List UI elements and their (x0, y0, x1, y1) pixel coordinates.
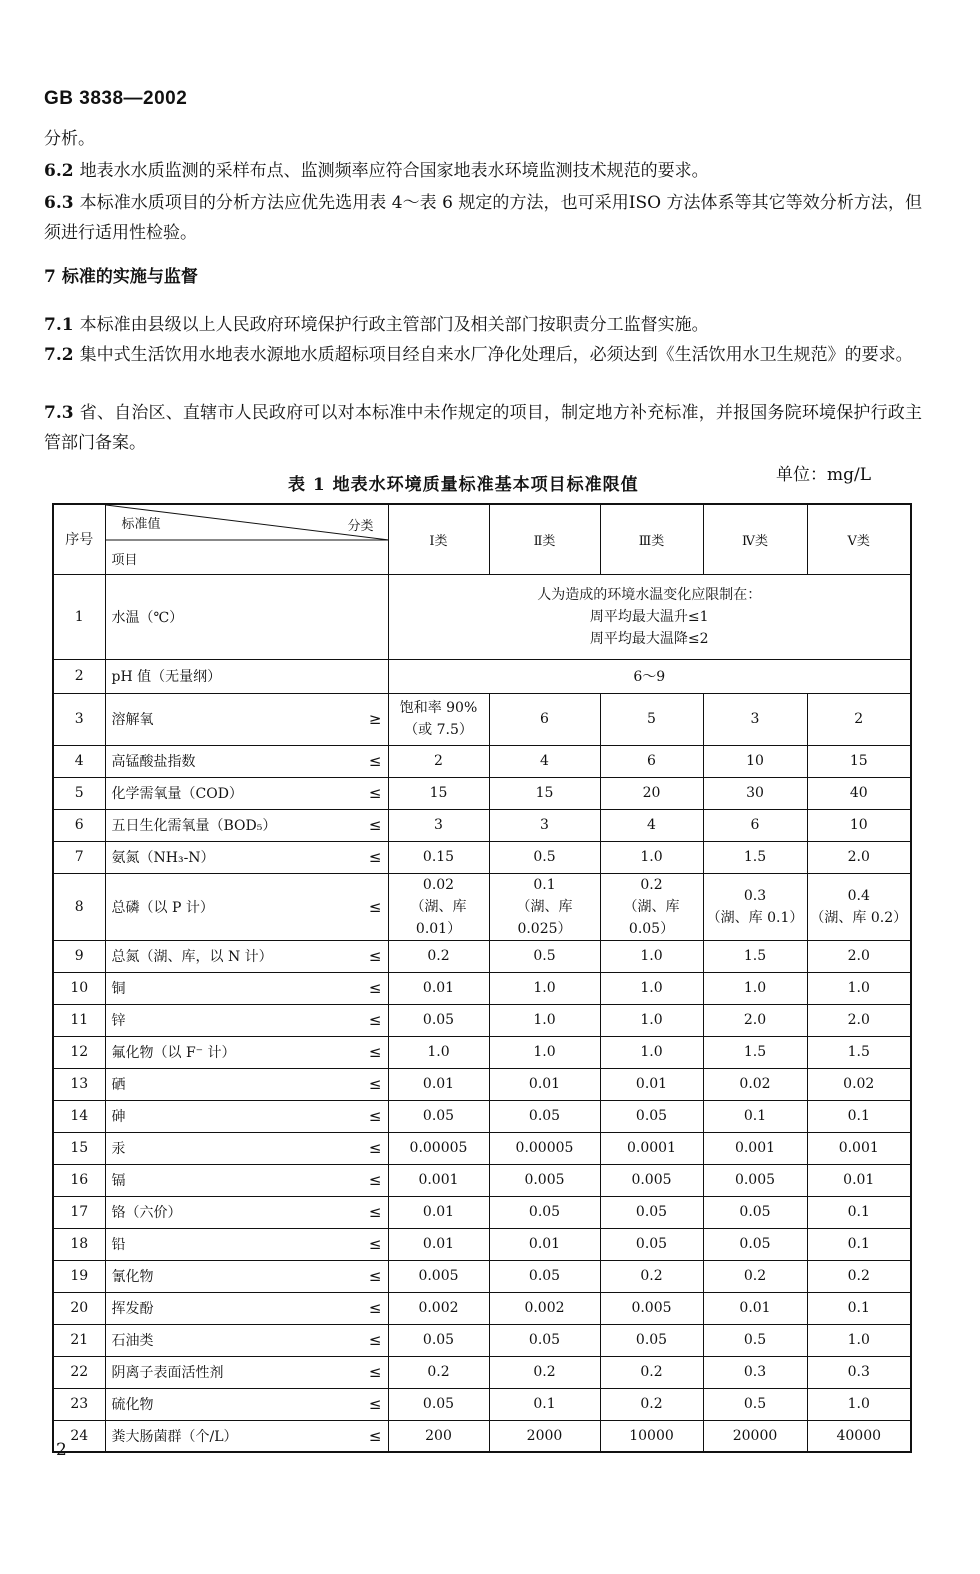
comparison-symbol: ≤ (368, 1043, 382, 1061)
row-seq: 21 (53, 1324, 105, 1356)
table-row (53, 809, 911, 841)
class-1-value: 0.01 (388, 1196, 489, 1228)
comparison-symbol: ≤ (368, 897, 382, 916)
table-row (53, 1324, 911, 1356)
river-value: 0.3 (743, 887, 767, 904)
class-5-value: 0.3 (807, 1356, 911, 1388)
class-4-value: 1.5 (703, 841, 807, 873)
class-4-value: 1.5 (703, 1036, 807, 1068)
class-1-value: 200 (388, 1420, 489, 1452)
paragraph-7-1 (44, 310, 922, 340)
lake-value: （湖、库 0.2） (810, 909, 908, 926)
comparison-symbol: ≥ (368, 710, 382, 728)
class-3-value (600, 873, 703, 940)
row-item: 铜 (111, 981, 126, 997)
comparison-symbol: ≤ (368, 816, 382, 834)
clause-number: 7.3 (44, 403, 74, 423)
class-4-value: 0.005 (703, 1164, 807, 1196)
row-item: 溶解氧 (111, 712, 154, 728)
class-1-value (388, 873, 489, 940)
comparison-symbol: ≤ (368, 1107, 382, 1125)
class-4-value: 10 (703, 745, 807, 777)
comparison-symbol: ≤ (368, 1139, 382, 1157)
class-5-value: 2.0 (807, 940, 911, 972)
class-2-value: 0.01 (489, 1068, 600, 1100)
class-2-value: 6 (489, 693, 600, 745)
lake-value: （湖、库 0.01） (410, 898, 467, 937)
class-5-value: 0.1 (807, 1196, 911, 1228)
class-5-value: 10 (807, 809, 911, 841)
header-class-4: Ⅳ类 (703, 504, 807, 574)
class-5-value: 0.001 (807, 1132, 911, 1164)
class-5-value: 15 (807, 745, 911, 777)
table-row (53, 1132, 911, 1164)
class-5-value: 1.0 (807, 1324, 911, 1356)
row-item-cell (105, 1036, 388, 1068)
class-3-value: 0.005 (600, 1292, 703, 1324)
class-3-value: 0.0001 (600, 1132, 703, 1164)
row-seq: 5 (53, 777, 105, 809)
table-row (53, 693, 911, 745)
class-5-value: 0.1 (807, 1100, 911, 1132)
row-item-cell (105, 1324, 388, 1356)
row-item: 总磷（以 P 计） (111, 899, 214, 916)
class-4-value: 0.2 (703, 1260, 807, 1292)
class-5-value: 0.01 (807, 1164, 911, 1196)
class-1-value: 0.01 (388, 1228, 489, 1260)
row-seq: 14 (53, 1100, 105, 1132)
row-seq: 15 (53, 1132, 105, 1164)
class-4-value: 0.5 (703, 1324, 807, 1356)
table-row (53, 1292, 911, 1324)
row-seq: 7 (53, 841, 105, 873)
row-seq: 3 (53, 693, 105, 745)
row-seq: 18 (53, 1228, 105, 1260)
row-item: 氰化物 (111, 1269, 154, 1285)
class-1-value: 0.2 (388, 1356, 489, 1388)
class-3-value: 20 (600, 777, 703, 809)
row-item-cell (105, 1068, 388, 1100)
class-4-value: 0.001 (703, 1132, 807, 1164)
class-1-value: 0.15 (388, 841, 489, 873)
table-row (53, 777, 911, 809)
row-seq: 24 (53, 1420, 105, 1452)
class-3-value: 1.0 (600, 972, 703, 1004)
comparison-symbol: ≤ (368, 752, 382, 770)
row-item: 铅 (111, 1237, 126, 1253)
row-item-cell (105, 940, 388, 972)
table-unit: 单位：mg/L (776, 465, 872, 485)
table-row (53, 1388, 911, 1420)
row-item-cell (105, 873, 388, 940)
header-class-1: Ⅰ类 (388, 504, 489, 574)
class-5-value: 2.0 (807, 841, 911, 873)
row-item-cell (105, 1004, 388, 1036)
row-item-cell (105, 1132, 388, 1164)
row-item: 汞 (111, 1141, 126, 1157)
limit-line: 周平均最大温降≤2 (589, 630, 709, 647)
row-item: 氨氮（NH₃-N） (111, 850, 215, 866)
class-3-value: 1.0 (600, 940, 703, 972)
row-item: 粪大肠菌群（个/L） (111, 1428, 238, 1445)
class-2-value: 0.1 (489, 1388, 600, 1420)
class-4-value: 3 (703, 693, 807, 745)
class-4-value: 30 (703, 777, 807, 809)
table-header-row (53, 504, 911, 574)
class-5-value: 0.1 (807, 1292, 911, 1324)
ph-range: 6～9 (388, 659, 911, 693)
row-item: 高锰酸盐指数 (111, 754, 196, 770)
river-value: 0.2 (640, 876, 663, 893)
class-1-value: 0.001 (388, 1164, 489, 1196)
table-row (53, 940, 911, 972)
row-item-cell (105, 777, 388, 809)
header-category: 分类 (347, 519, 374, 534)
class-5-value: 2 (807, 693, 911, 745)
limit-line: 人为造成的环境水温变化应限制在： (537, 586, 762, 603)
clause-number: 6.2 (44, 161, 74, 181)
header-diagonal-cell (105, 504, 388, 574)
row-seq: 8 (53, 873, 105, 940)
class-3-value: 1.0 (600, 1004, 703, 1036)
paragraph-6-3 (44, 188, 922, 248)
class-4-value: 0.1 (703, 1100, 807, 1132)
row-seq: 17 (53, 1196, 105, 1228)
lake-value: （湖、库 0.1） (706, 909, 804, 926)
paragraph-text: 本标准水质项目的分析方法应优先选用表 4～表 6 规定的方法，也可采用ISO 方法体系等其它等效分析方法，但须进行适用性检验。 (44, 193, 922, 243)
class-1-value: 3 (388, 809, 489, 841)
class-1-value: 0.00005 (388, 1132, 489, 1164)
class-2-value: 0.005 (489, 1164, 600, 1196)
table-row (53, 1228, 911, 1260)
paragraph-6-2 (44, 156, 922, 186)
paragraph-text: 省、自治区、直辖市人民政府可以对本标准中未作规定的项目，制定地方补充标准，并报国务院环境保护行政主管部门备案。 (44, 403, 922, 453)
row-item: 挥发酚 (111, 1301, 154, 1317)
row-item: 阴离子表面活性剂 (111, 1365, 224, 1381)
class-2-value: 15 (489, 777, 600, 809)
class-2-value: 0.2 (489, 1356, 600, 1388)
class-1-value: 0.05 (388, 1100, 489, 1132)
class-2-value: 0.05 (489, 1260, 600, 1292)
comparison-symbol: ≤ (368, 1235, 382, 1253)
table-row (53, 659, 911, 693)
class-5-value: 0.2 (807, 1260, 911, 1292)
row-item: 铬（六价） (111, 1205, 182, 1221)
class-1-value: 15 (388, 777, 489, 809)
class-4-value: 0.05 (703, 1196, 807, 1228)
header-item: 项目 (111, 553, 138, 568)
class-3-value: 10000 (600, 1420, 703, 1452)
row-seq: 2 (53, 659, 105, 693)
row-seq: 23 (53, 1388, 105, 1420)
class-2-value: 0.05 (489, 1196, 600, 1228)
class-3-value: 0.005 (600, 1164, 703, 1196)
row-item-cell (105, 1228, 388, 1260)
table-row (53, 1100, 911, 1132)
class-3-value: 0.05 (600, 1228, 703, 1260)
saturation-alt-line: （或 7.5） (404, 722, 473, 738)
row-seq: 1 (53, 574, 105, 659)
clause-number: 7.1 (44, 315, 74, 335)
table-row (53, 1196, 911, 1228)
table-caption: 表 1 地表水环境质量标准基本项目标准限值 (288, 475, 639, 495)
class-5-value: 2.0 (807, 1004, 911, 1036)
class-3-value: 0.05 (600, 1100, 703, 1132)
comparison-symbol: ≤ (368, 1363, 382, 1381)
row-seq: 4 (53, 745, 105, 777)
class-3-value: 0.2 (600, 1260, 703, 1292)
paragraph-text: 集中式生活饮用水地表水源地水质超标项目经自来水厂净化处理后，必须达到《生活饮用水卫生规范》的要求。 (79, 345, 913, 365)
table-row (53, 1004, 911, 1036)
header-class-5: Ⅴ类 (807, 504, 911, 574)
class-4-value: 1.0 (703, 972, 807, 1004)
section-7-heading (44, 262, 922, 292)
class-2-value: 0.00005 (489, 1132, 600, 1164)
lake-value: （湖、库 0.05） (623, 898, 680, 937)
table-row (53, 1260, 911, 1292)
row-seq: 22 (53, 1356, 105, 1388)
paragraph-text: 本标准由县级以上人民政府环境保护行政主管部门及相关部门按职责分工监督实施。 (79, 315, 709, 335)
class-1-value: 0.01 (388, 1068, 489, 1100)
row-item-cell (105, 972, 388, 1004)
class-3-value: 1.0 (600, 841, 703, 873)
class-1-value: 0.2 (388, 940, 489, 972)
row-item: pH 值（无量纲） (105, 659, 388, 693)
water-temp-limit (388, 574, 911, 659)
comparison-symbol: ≤ (368, 848, 382, 866)
row-item-cell (105, 745, 388, 777)
standard-code-header: GB 3838—2002 (44, 88, 188, 109)
row-item-cell (105, 1100, 388, 1132)
row-seq: 11 (53, 1004, 105, 1036)
page-number: 2 (56, 1440, 67, 1460)
table-row (53, 1356, 911, 1388)
water-quality-standard-table (52, 503, 912, 1453)
table-row (53, 1420, 911, 1452)
class-1-value: 0.005 (388, 1260, 489, 1292)
class-2-value: 4 (489, 745, 600, 777)
paragraph-7-3 (44, 398, 922, 458)
class-5-value: 1.0 (807, 972, 911, 1004)
row-item: 砷 (111, 1109, 126, 1125)
class-1-value: 1.0 (388, 1036, 489, 1068)
class-3-value: 0.05 (600, 1324, 703, 1356)
paragraph-continued (44, 124, 922, 154)
row-item: 石油类 (111, 1333, 154, 1349)
river-value: 0.02 (422, 876, 455, 893)
class-4-value: 20000 (703, 1420, 807, 1452)
header-class-2: Ⅱ类 (489, 504, 600, 574)
row-item-cell (105, 1260, 388, 1292)
row-item: 五日生化需氧量（BOD₅） (111, 818, 277, 834)
class-4-value: 0.3 (703, 1356, 807, 1388)
class-2-value: 1.0 (489, 972, 600, 1004)
class-3-value: 0.2 (600, 1388, 703, 1420)
limit-line: 周平均最大温升≤1 (589, 608, 709, 625)
row-item-cell (105, 693, 388, 745)
comparison-symbol: ≤ (368, 1331, 382, 1349)
row-item: 氟化物（以 F⁻ 计） (111, 1045, 236, 1061)
class-4-value (703, 873, 807, 940)
class-1-value: 0.05 (388, 1324, 489, 1356)
row-item: 镉 (111, 1173, 126, 1189)
class-2-value: 0.5 (489, 841, 600, 873)
row-item: 化学需氧量（COD） (111, 786, 243, 802)
clause-number: 6.3 (44, 193, 74, 213)
table-row (53, 873, 911, 940)
row-item-cell (105, 1164, 388, 1196)
row-item-cell (105, 809, 388, 841)
class-4-value: 1.5 (703, 940, 807, 972)
class-2-value (489, 873, 600, 940)
row-item-cell (105, 1356, 388, 1388)
row-seq: 6 (53, 809, 105, 841)
comparison-symbol: ≤ (368, 1267, 382, 1285)
header-class-3: Ⅲ类 (600, 504, 703, 574)
table-row (53, 574, 911, 659)
class-5-value (807, 873, 911, 940)
comparison-symbol: ≤ (368, 1395, 382, 1413)
class-3-value: 0.2 (600, 1356, 703, 1388)
table-row (53, 972, 911, 1004)
row-item: 锌 (111, 1013, 126, 1029)
class-1-value: 2 (388, 745, 489, 777)
row-item-cell (105, 1292, 388, 1324)
comparison-symbol: ≤ (368, 784, 382, 802)
header-seq: 序号 (53, 504, 105, 574)
row-item-cell (105, 841, 388, 873)
lake-value: （湖、库 0.025） (516, 898, 573, 937)
class-3-value: 1.0 (600, 1036, 703, 1068)
river-value: 0.1 (533, 876, 556, 893)
class-5-value: 40 (807, 777, 911, 809)
class-4-value: 6 (703, 809, 807, 841)
header-standard-value: 标准值 (121, 517, 161, 532)
class-4-value: 0.05 (703, 1228, 807, 1260)
row-seq: 13 (53, 1068, 105, 1100)
class-1-value: 0.01 (388, 972, 489, 1004)
row-seq: 10 (53, 972, 105, 1004)
class-2-value: 0.5 (489, 940, 600, 972)
class-1-value (388, 693, 489, 745)
class-2-value: 3 (489, 809, 600, 841)
table-row (53, 1068, 911, 1100)
comparison-symbol: ≤ (368, 1299, 382, 1317)
class-4-value: 0.02 (703, 1068, 807, 1100)
class-5-value: 1.5 (807, 1036, 911, 1068)
class-4-value: 0.01 (703, 1292, 807, 1324)
table-row (53, 1036, 911, 1068)
comparison-symbol: ≤ (368, 979, 382, 997)
class-5-value: 0.02 (807, 1068, 911, 1100)
comparison-symbol: ≤ (368, 1426, 382, 1445)
river-value: 0.4 (847, 887, 870, 904)
class-3-value: 4 (600, 809, 703, 841)
class-2-value: 0.002 (489, 1292, 600, 1324)
clause-number: 7.2 (44, 345, 74, 365)
table-row (53, 1164, 911, 1196)
comparison-symbol: ≤ (368, 1203, 382, 1221)
paragraph-7-2 (44, 340, 922, 370)
row-seq: 16 (53, 1164, 105, 1196)
comparison-symbol: ≤ (368, 1171, 382, 1189)
class-2-value: 0.01 (489, 1228, 600, 1260)
table-row (53, 745, 911, 777)
class-1-value: 0.05 (388, 1004, 489, 1036)
section-title: 标准的实施与监督 (61, 267, 198, 287)
row-item: 硫化物 (111, 1397, 154, 1413)
row-item: 硒 (111, 1077, 126, 1093)
class-2-value: 1.0 (489, 1036, 600, 1068)
row-seq: 9 (53, 940, 105, 972)
row-item: 水温（℃） (105, 574, 388, 659)
class-5-value: 40000 (807, 1420, 911, 1452)
class-4-value: 2.0 (703, 1004, 807, 1036)
class-3-value: 0.05 (600, 1196, 703, 1228)
class-5-value: 1.0 (807, 1388, 911, 1420)
saturation-line: 饱和率 90% (399, 700, 478, 716)
row-seq: 19 (53, 1260, 105, 1292)
row-item-cell (105, 1420, 388, 1452)
class-3-value: 6 (600, 745, 703, 777)
section-number: 7 (44, 267, 56, 287)
class-2-value: 2000 (489, 1420, 600, 1452)
row-seq: 12 (53, 1036, 105, 1068)
paragraph-text: 分析。 (44, 129, 95, 149)
comparison-symbol: ≤ (368, 1011, 382, 1029)
class-2-value: 0.05 (489, 1100, 600, 1132)
class-5-value: 0.1 (807, 1228, 911, 1260)
class-4-value: 0.5 (703, 1388, 807, 1420)
table-row (53, 841, 911, 873)
class-3-value: 0.01 (600, 1068, 703, 1100)
row-seq: 20 (53, 1292, 105, 1324)
class-1-value: 0.002 (388, 1292, 489, 1324)
paragraph-text: 地表水水质监测的采样布点、监测频率应符合国家地表水环境监测技术规范的要求。 (79, 161, 709, 181)
class-2-value: 1.0 (489, 1004, 600, 1036)
row-item-cell (105, 1388, 388, 1420)
class-3-value: 5 (600, 693, 703, 745)
row-item-cell (105, 1196, 388, 1228)
class-2-value: 0.05 (489, 1324, 600, 1356)
row-item: 总氮（湖、库，以 N 计） (111, 949, 273, 965)
class-1-value: 0.05 (388, 1388, 489, 1420)
comparison-symbol: ≤ (368, 1075, 382, 1093)
comparison-symbol: ≤ (368, 947, 382, 965)
